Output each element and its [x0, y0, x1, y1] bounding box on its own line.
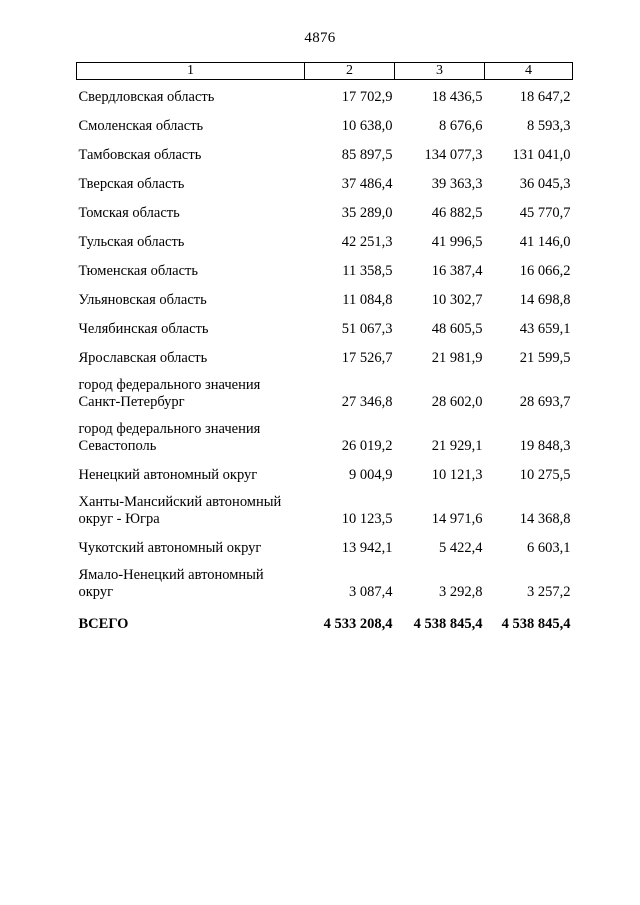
- table-row: [77, 367, 573, 411]
- value-col-2: 10 123,5: [341, 511, 393, 527]
- column-header-1: 1: [77, 63, 305, 80]
- table-row: [77, 222, 573, 251]
- value-col-2: 27 346,8: [341, 394, 393, 410]
- table-row: [77, 280, 573, 309]
- value-col-3: 10 121,3: [431, 467, 483, 483]
- total-value-col-4: 4 538 845,4: [501, 616, 571, 632]
- value-col-3: 16 387,4: [431, 263, 483, 279]
- value-col-2: 26 019,2: [341, 438, 393, 454]
- value-col-4: 8 593,3: [527, 118, 571, 134]
- region-name-line: Ямало-Ненецкий автономный: [78, 567, 264, 583]
- value-col-3: 3 292,8: [439, 584, 483, 600]
- value-col-3: 21 929,1: [431, 438, 483, 454]
- region-name: Тюменская область: [78, 263, 198, 279]
- table-row: [77, 528, 573, 557]
- value-col-3: 10 302,7: [431, 292, 483, 308]
- total-row: [77, 601, 573, 633]
- region-name: Чукотский автономный округ: [78, 540, 262, 556]
- region-name: Ненецкий автономный округ: [78, 467, 258, 483]
- table-row: [77, 411, 573, 455]
- region-name-line: Севастополь: [78, 438, 157, 454]
- table-row: [77, 251, 573, 280]
- region-name-line: Ханты-Мансийский автономный: [78, 494, 282, 510]
- column-header-2: 2: [305, 63, 395, 80]
- region-name-line: округ: [78, 584, 114, 600]
- value-col-2: 35 289,0: [341, 205, 393, 221]
- value-col-4: 43 659,1: [519, 321, 571, 337]
- value-col-3: 28 602,0: [431, 394, 483, 410]
- value-col-4: 10 275,5: [519, 467, 571, 483]
- table-row: [77, 193, 573, 222]
- region-name-line: Санкт-Петербург: [78, 394, 185, 410]
- region-name: [77, 484, 305, 528]
- value-col-3: 46 882,5: [431, 205, 483, 221]
- value-col-4: 28 693,7: [519, 394, 571, 410]
- header-row: [77, 63, 573, 80]
- value-col-4: 16 066,2: [519, 263, 571, 279]
- value-col-3: 14 971,6: [431, 511, 483, 527]
- value-col-4: 131 041,0: [512, 147, 571, 163]
- value-col-2: 11 084,8: [342, 292, 393, 308]
- region-name: Смоленская область: [78, 118, 204, 134]
- table-row: [77, 106, 573, 135]
- value-col-2: 51 067,3: [341, 321, 393, 337]
- value-col-2: 9 004,9: [349, 467, 393, 483]
- value-col-3: 134 077,3: [424, 147, 483, 163]
- value-col-4: 14 698,8: [519, 292, 571, 308]
- region-name: Тульская область: [78, 234, 185, 250]
- value-col-2: 3 087,4: [349, 584, 393, 600]
- column-header-4: 4: [485, 63, 573, 80]
- value-col-3: 8 676,6: [439, 118, 483, 134]
- region-name: Ярославская область: [78, 350, 208, 366]
- column-header-3: 3: [395, 63, 485, 80]
- value-col-2: 37 486,4: [341, 176, 393, 192]
- data-table: [76, 62, 573, 633]
- table-body: [77, 80, 573, 634]
- value-col-4: 18 647,2: [519, 89, 571, 105]
- value-col-3: 18 436,5: [431, 89, 483, 105]
- region-name: [77, 557, 305, 601]
- value-col-3: 48 605,5: [431, 321, 483, 337]
- region-name: [77, 367, 305, 411]
- region-name: Томская область: [78, 205, 180, 221]
- region-name: Челябинская область: [78, 321, 209, 337]
- region-name-line: округ - Югра: [78, 511, 160, 527]
- region-name: Ульяновская область: [78, 292, 207, 308]
- value-col-2: 11 358,5: [342, 263, 393, 279]
- total-value-col-3: 4 538 845,4: [413, 616, 483, 632]
- region-name: [77, 411, 305, 455]
- value-col-2: 85 897,5: [341, 147, 393, 163]
- table-row: [77, 164, 573, 193]
- value-col-4: 3 257,2: [527, 584, 571, 600]
- value-col-4: 45 770,7: [519, 205, 571, 221]
- value-col-2: 13 942,1: [341, 540, 393, 556]
- table-row: [77, 309, 573, 338]
- region-name: Тверская область: [78, 176, 185, 192]
- total-label: ВСЕГО: [78, 616, 129, 632]
- value-col-2: 10 638,0: [341, 118, 393, 134]
- region-name-line: город федерального значения: [78, 421, 261, 437]
- value-col-4: 21 599,5: [519, 350, 571, 366]
- value-col-4: 6 603,1: [527, 540, 571, 556]
- table-row: [77, 338, 573, 367]
- page-number: 4876: [304, 30, 336, 46]
- value-col-2: 42 251,3: [341, 234, 393, 250]
- value-col-2: 17 702,9: [341, 89, 393, 105]
- value-col-2: 17 526,7: [341, 350, 393, 366]
- region-name: Тамбовская область: [78, 147, 202, 163]
- value-col-4: 41 146,0: [519, 234, 571, 250]
- table-row: [77, 455, 573, 484]
- table-row: [77, 135, 573, 164]
- region-name-line: город федерального значения: [78, 377, 261, 393]
- total-value-col-2: 4 533 208,4: [323, 616, 393, 632]
- region-name: Свердловская область: [78, 89, 215, 105]
- value-col-3: 21 981,9: [431, 350, 483, 366]
- value-col-4: 19 848,3: [519, 438, 571, 454]
- value-col-3: 41 996,5: [431, 234, 483, 250]
- table-row: [77, 557, 573, 601]
- table-row: [77, 80, 573, 107]
- table-row: [77, 484, 573, 528]
- value-col-4: 14 368,8: [519, 511, 571, 527]
- value-col-3: 39 363,3: [431, 176, 483, 192]
- table-header: [77, 63, 573, 80]
- value-col-3: 5 422,4: [439, 540, 483, 556]
- value-col-4: 36 045,3: [519, 176, 571, 192]
